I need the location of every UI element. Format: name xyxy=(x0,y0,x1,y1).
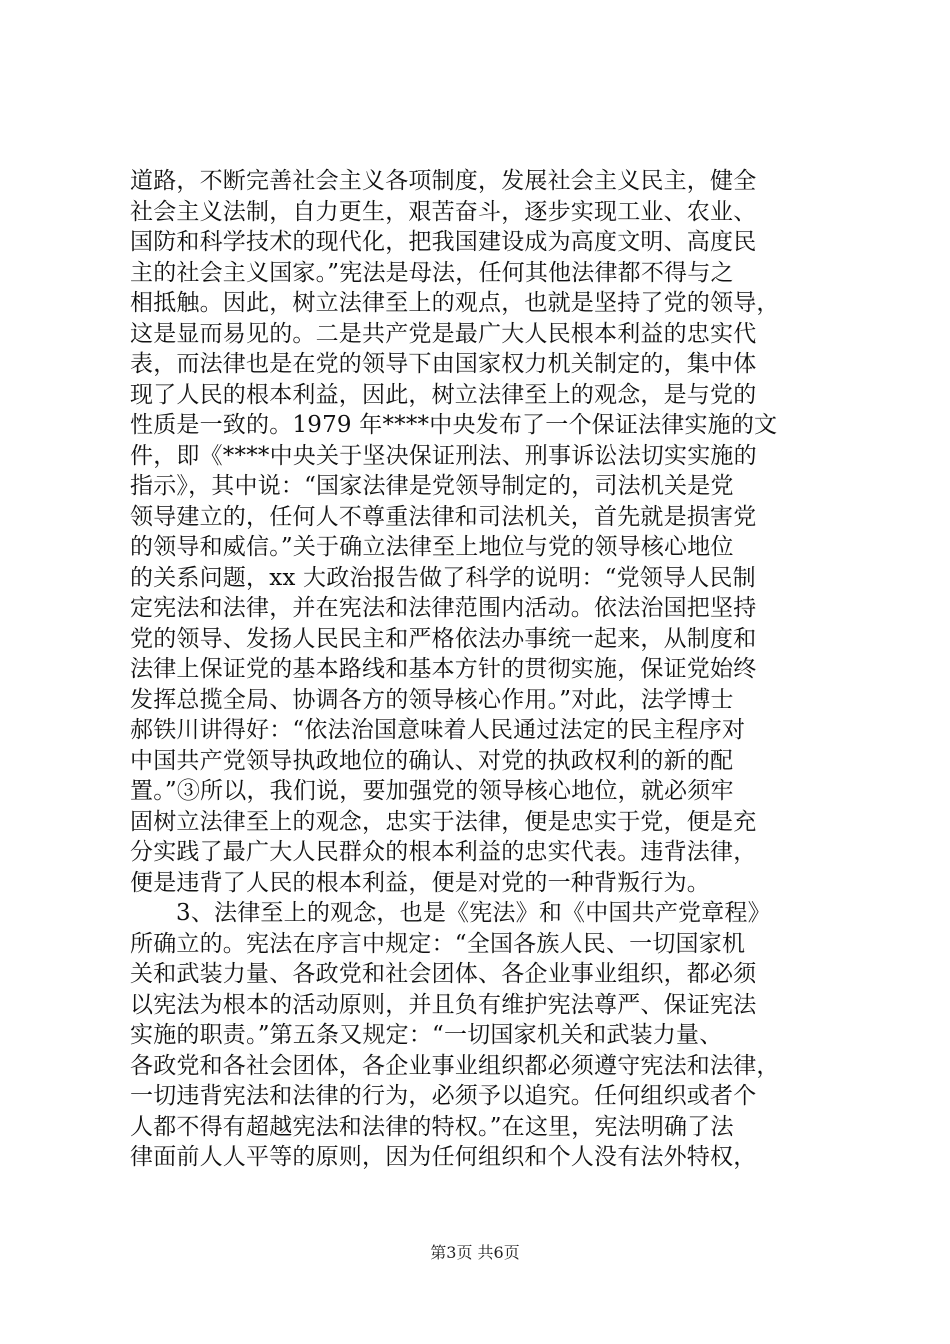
text-line: 的领导和威信。”关于确立法律至上地位与党的领导核心地位 xyxy=(130,534,734,560)
text-line: 郝铁川讲得好：“依法治国意味着人民通过法定的民主程序对 xyxy=(130,717,746,743)
text-line: 道路，不断完善社会主义各项制度，发展社会主义民主，健全 xyxy=(130,168,757,194)
paragraph-1 xyxy=(130,166,830,898)
text-line: 分实践了最广大人民群众的根本利益的忠实代表。违背法律， xyxy=(130,839,757,865)
text-line: 相抵触。因此，树立法律至上的观点，也就是坚持了党的领导， xyxy=(130,290,780,316)
text-line: 定宪法和法律，并在宪法和法律范围内活动。依法治国把坚持 xyxy=(130,595,757,621)
text-line: 实施的职责。”第五条又规定：“一切国家机关和武装力量、 xyxy=(130,1022,723,1048)
text-line: 律面前人人平等的原则，因为任何组织和个人没有法外特权， xyxy=(130,1144,757,1170)
text-line: 法律上保证党的基本路线和基本方针的贯彻实施，保证党始终 xyxy=(130,656,757,682)
text-line: 发挥总揽全局、协调各方的领导核心作用。”对此，法学博士 xyxy=(130,686,734,713)
text-line: 性质是一致的。1979 年****中央发布了一个保证法律实施的文 xyxy=(130,412,778,438)
text-line: 社会主义法制，自力更生，艰苦奋斗，逐步实现工业、农业、 xyxy=(130,198,757,225)
text-line: 人都不得有超越宪法和法律的特权。”在这里，宪法明确了法 xyxy=(130,1113,734,1140)
text-line: 关和武装力量、各政党和社会团体、各企业事业组织，都必须 xyxy=(130,961,757,987)
text-line: 表，而法律也是在党的领导下由国家权力机关制定的，集中体 xyxy=(130,351,757,377)
text-line: 3、法律至上的观念，也是《宪法》和《中国共产党章程》 xyxy=(176,900,771,926)
text-line: 一切违背宪法和法律的行为，必须予以追究。任何组织或者个 xyxy=(130,1083,757,1109)
text-line: 这是显而易见的。二是共产党是最广大人民根本利益的忠实代 xyxy=(130,320,757,347)
text-line: 置。”③所以，我们说，要加强党的领导核心地位，就必须牢 xyxy=(130,778,734,804)
text-line: 领导建立的，任何人不尊重法律和司法机关，首先就是损害党 xyxy=(130,503,757,530)
body-text xyxy=(130,166,830,1173)
text-line: 国防和科学技术的现代化，把我国建设成为高度文明、高度民 xyxy=(130,229,757,255)
text-line: 以宪法为根本的活动原则，并且负有维护宪法尊严、保证宪法 xyxy=(130,991,757,1018)
text-line: 各政党和各社会团体，各企业事业组织都必须遵守宪法和法律， xyxy=(130,1052,780,1079)
text-line: 的关系问题，xx 大政治报告做了科学的说明：“党领导人民制 xyxy=(130,564,756,591)
paragraph-2 xyxy=(130,898,830,1173)
text-line: 所确立的。宪法在序言中规定：“全国各族人民、一切国家机 xyxy=(130,930,746,957)
text-line: 中国共产党领导执政地位的确认、对党的执政权利的新的配 xyxy=(130,747,734,774)
text-line: 固树立法律至上的观念，忠实于法律，便是忠实于党，便是充 xyxy=(130,808,757,835)
text-line: 指示》，其中说：“国家法律是党领导制定的，司法机关是党 xyxy=(130,473,734,499)
text-line: 件，即《****中央关于坚决保证刑法、刑事诉讼法切实实施的 xyxy=(130,442,757,469)
text-line: 现了人民的根本利益，因此，树立法律至上的观念，是与党的 xyxy=(130,381,757,408)
text-line: 主的社会主义国家。”宪法是母法，任何其他法律都不得与之 xyxy=(130,259,734,286)
page-number-footer: 第3页 共6页 xyxy=(430,1243,520,1262)
text-line: 党的领导、发扬人民民主和严格依法办事统一起来，从制度和 xyxy=(130,625,757,652)
text-line: 便是违背了人民的根本利益，便是对党的一种背叛行为。 xyxy=(130,869,710,896)
